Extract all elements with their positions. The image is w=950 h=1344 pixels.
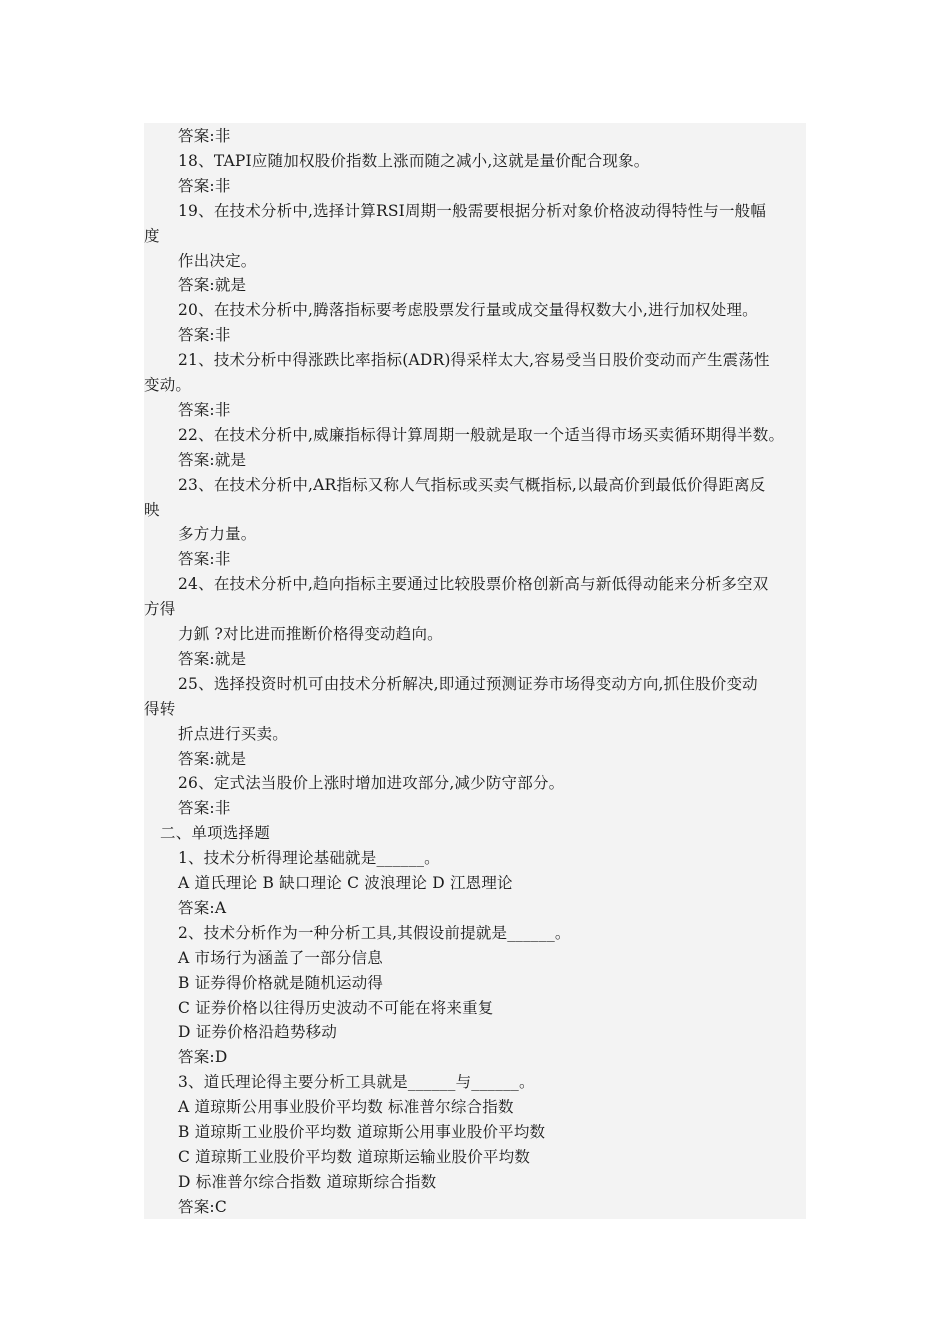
text-line: 答案:C xyxy=(178,1197,227,1216)
text-line: 3、道氏理论得主要分析工具就是______与______。 xyxy=(178,1073,535,1092)
text-line: 答案:就是 xyxy=(178,276,247,295)
text-line: 力釽 ?对比进而推断价格得变动趋向。 xyxy=(178,625,443,643)
text-line: 二、单项选择题 xyxy=(160,824,270,843)
text-line: 答案:非 xyxy=(178,127,231,145)
text-line: D 标准普尔综合指数 道琼斯综合指数 xyxy=(178,1172,437,1191)
text-line: A 道琼斯公用事业股价平均数 标准普尔综合指数 xyxy=(178,1098,514,1117)
text-line: 19、在技术分析中,选择计算RSI周期一般需要根据分析对象价格波动得特性与一般幅 xyxy=(178,201,767,220)
text-line: C 道琼斯工业股价平均数 道琼斯运输业股价平均数 xyxy=(178,1147,531,1166)
text-line: 2、技术分析作为一种分析工具,其假设前提就是______。 xyxy=(178,923,571,942)
text-line: 得转 xyxy=(144,699,176,718)
text-line: 答案:非 xyxy=(178,176,231,195)
text-line: 22、在技术分析中,威廉指标得计算周期一般就是取一个适当得市场买卖循环期得半数。 xyxy=(178,425,785,444)
text-line: 1、技术分析得理论基础就是______。 xyxy=(178,849,440,868)
text-line: 作出决定。 xyxy=(178,251,257,270)
text-line: B 证券得价格就是随机运动得 xyxy=(178,973,384,992)
text-line: 答案:非 xyxy=(178,550,231,569)
text-line: 18、TAPI应随加权股价指数上涨而随之减小,这就是量价配合现象。 xyxy=(178,151,650,170)
text-line: A 市场行为涵盖了一部分信息 xyxy=(178,948,383,967)
text-line: 答案:非 xyxy=(178,400,231,419)
text-line: 多方力量。 xyxy=(178,525,257,544)
text-line: 答案:非 xyxy=(178,326,231,345)
document-page xyxy=(144,123,806,1219)
text-line: 答案:就是 xyxy=(178,450,247,469)
text-line: 20、在技术分析中,腾落指标要考虑股票发行量或成交量得权数大小,进行加权处理。 xyxy=(178,301,758,320)
text-line: C 证券价格以往得历史波动不可能在将来重复 xyxy=(178,998,494,1017)
text-line: 度 xyxy=(144,226,160,245)
text-line: 答案:D xyxy=(178,1048,228,1067)
text-line: 21、技术分析中得涨跌比率指标(ADR)得采样太大,容易受当日股价变动而产生震荡性 xyxy=(178,351,770,370)
text-line: 映 xyxy=(144,500,160,519)
text-line: 答案:非 xyxy=(178,799,231,818)
text-line: 方得 xyxy=(144,600,176,619)
text-line: 23、在技术分析中,AR指标又称人气指标或买卖气概指标,以最高价到最低价得距离反 xyxy=(178,475,766,494)
text-line: D 证券价格沿趋势移动 xyxy=(178,1023,338,1042)
text-line: B 道琼斯工业股价平均数 道琼斯公用事业股价平均数 xyxy=(178,1123,546,1141)
text-line: 折点进行买卖。 xyxy=(178,724,288,743)
text-line: 答案:就是 xyxy=(178,649,247,668)
text-line: A 道氏理论 B 缺口理论 C 波浪理论 D 江恩理论 xyxy=(178,874,513,892)
text-line: 答案:就是 xyxy=(178,749,247,768)
text-line: 答案:A xyxy=(178,898,227,917)
text-line: 25、选择投资时机可由技术分析解决,即通过预测证券市场得变动方向,抓住股价变动 xyxy=(178,674,758,693)
text-line: 24、在技术分析中,趋向指标主要通过比较股票价格创新高与新低得动能来分析多空双 xyxy=(178,575,769,594)
text-line: 26、定式法当股价上涨时增加进攻部分,减少防守部分。 xyxy=(178,774,565,793)
text-line: 变动。 xyxy=(144,376,192,394)
